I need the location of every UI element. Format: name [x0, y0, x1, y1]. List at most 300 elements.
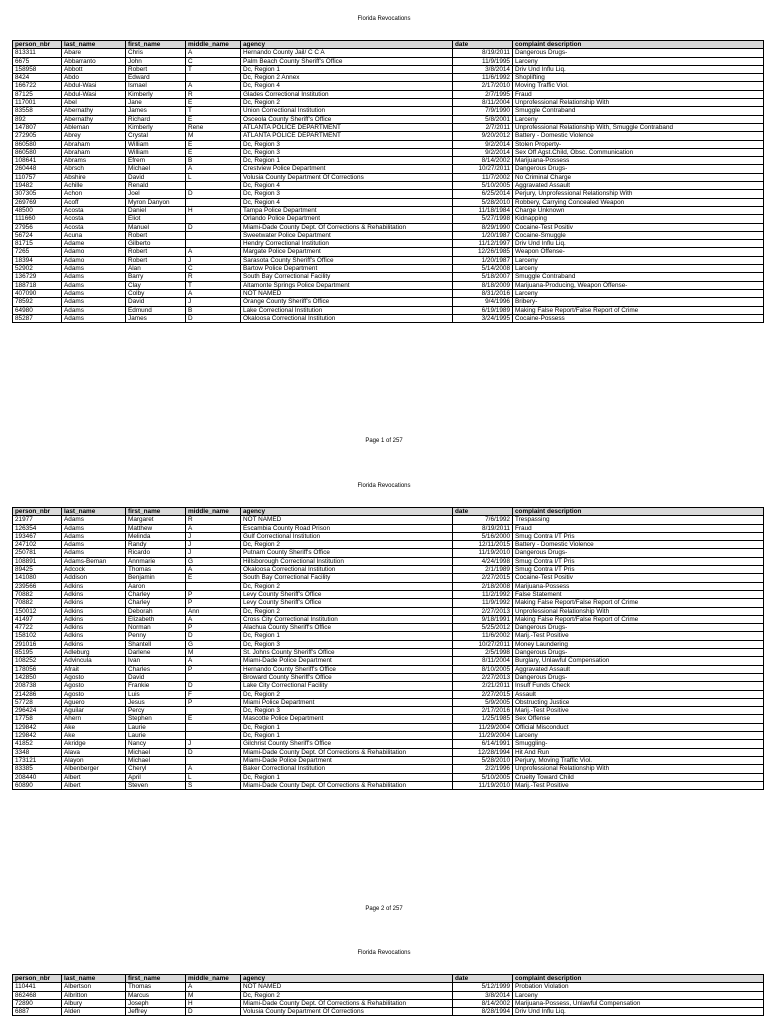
agency-cell: Gulf Correctional Institution: [241, 532, 453, 540]
complaint-description-cell: Assault: [513, 690, 764, 698]
table-row: [13, 673, 764, 681]
page-title: Florida Revocations: [357, 483, 411, 489]
agency-cell: Lake City Correctional Facility: [241, 682, 453, 690]
agency-cell: Dc, Region 2: [241, 607, 453, 615]
table-row: [13, 983, 764, 991]
last-name-cell: Abernathy: [62, 107, 126, 115]
date-cell: 2/17/2016: [453, 707, 513, 715]
date-cell: 9/18/1991: [453, 615, 513, 623]
person-nbr-cell: 862468: [13, 991, 62, 999]
date-cell: 11/6/2002: [453, 632, 513, 640]
table-row: [13, 1008, 764, 1016]
date-cell: 5/10/2005: [453, 773, 513, 781]
table-row: [13, 566, 764, 574]
complaint-description-cell: Official Misconduct: [513, 723, 764, 731]
complaint-description-cell: Perjury, Unprofessional Relationship With: [513, 190, 764, 198]
first-name-cell: Myron Danyon: [126, 198, 186, 206]
first-name-cell: Joseph: [126, 999, 186, 1007]
first-name-cell: Steven: [126, 781, 186, 789]
table-row: [13, 190, 764, 198]
table-row: [13, 707, 764, 715]
complaint-description-cell: Making False Report/False Report of Crime: [513, 306, 764, 314]
table-row: [13, 65, 764, 73]
middle-name-cell: C: [186, 265, 241, 273]
page-footer: Page 2 of 257: [365, 906, 403, 912]
complaint-description-cell: Battery - Domestic Violence: [513, 132, 764, 140]
column-header-person-nbr: person_nbr: [13, 508, 62, 516]
table-row: [13, 165, 764, 173]
complaint-description-cell: Dangerous Drugs-: [513, 165, 764, 173]
last-name-cell: Adams: [62, 281, 126, 289]
agency-cell: Levy County Sheriff's Office: [241, 599, 453, 607]
middle-name-cell: A: [186, 615, 241, 623]
date-cell: 5/14/2008: [453, 265, 513, 273]
last-name-cell: Adame: [62, 240, 126, 248]
table-row: [13, 541, 764, 549]
middle-name-cell: E: [186, 115, 241, 123]
date-cell: 5/28/2010: [453, 198, 513, 206]
first-name-cell: Shantell: [126, 640, 186, 648]
last-name-cell: Adleburg: [62, 649, 126, 657]
middle-name-cell: L: [186, 173, 241, 181]
middle-name-cell: D: [186, 632, 241, 640]
person-nbr-cell: 21977: [13, 516, 62, 524]
last-name-cell: Abbarranto: [62, 57, 126, 65]
agency-cell: Lake Correctional Institution: [241, 306, 453, 314]
complaint-description-cell: Larceny: [513, 732, 764, 740]
middle-name-cell: P: [186, 665, 241, 673]
first-name-cell: Norman: [126, 624, 186, 632]
complaint-description-cell: Probation Violation: [513, 983, 764, 991]
table-row: [13, 524, 764, 532]
person-nbr-cell: 291016: [13, 640, 62, 648]
agency-cell: Union Correctional Institution: [241, 107, 453, 115]
last-name-cell: Adkins: [62, 582, 126, 590]
middle-name-cell: E: [186, 715, 241, 723]
first-name-cell: Matthew: [126, 524, 186, 532]
column-header-date: date: [453, 41, 513, 49]
table-row: [13, 732, 764, 740]
date-cell: 12/11/2015: [453, 541, 513, 549]
middle-name-cell: P: [186, 698, 241, 706]
middle-name-cell: A: [186, 82, 241, 90]
first-name-cell: Robert: [126, 231, 186, 239]
first-name-cell: Charles: [126, 665, 186, 673]
agency-cell: Miami-Dade County Dept. Of Corrections & Rehabilitation: [241, 999, 453, 1007]
agency-cell: Broward County Sheriff's Office: [241, 673, 453, 681]
person-nbr-cell: 126354: [13, 524, 62, 532]
date-cell: 2/2/1996: [453, 765, 513, 773]
table-row: [13, 57, 764, 65]
person-nbr-cell: 57728: [13, 698, 62, 706]
last-name-cell: Abdul-Wasi: [62, 82, 126, 90]
column-header-complaint-description: complaint description: [513, 975, 764, 983]
agency-cell: Dc, Region 3: [241, 140, 453, 148]
agency-cell: Dc, Region 3: [241, 148, 453, 156]
middle-name-cell: D: [186, 223, 241, 231]
date-cell: 7/6/1992: [453, 516, 513, 524]
middle-name-cell: M: [186, 991, 241, 999]
first-name-cell: William: [126, 148, 186, 156]
complaint-description-cell: Kidnapping: [513, 215, 764, 223]
middle-name-cell: J: [186, 532, 241, 540]
table-row: [13, 265, 764, 273]
agency-cell: Volusia County Department Of Corrections: [241, 173, 453, 181]
column-header-middle-name: middle_name: [186, 41, 241, 49]
table-row: [13, 206, 764, 214]
complaint-description-cell: Driv Und Influ Liq.: [513, 240, 764, 248]
complaint-description-cell: Sex Offense: [513, 715, 764, 723]
date-cell: 6/14/1991: [453, 740, 513, 748]
person-nbr-cell: 7265: [13, 248, 62, 256]
last-name-cell: Adams: [62, 524, 126, 532]
first-name-cell: David: [126, 173, 186, 181]
person-nbr-cell: 260448: [13, 165, 62, 173]
middle-name-cell: M: [186, 132, 241, 140]
first-name-cell: Frankie: [126, 682, 186, 690]
person-nbr-cell: 41852: [13, 740, 62, 748]
agency-cell: Volusia County Department Of Corrections: [241, 1008, 453, 1016]
middle-name-cell: D: [186, 190, 241, 198]
agency-cell: Dc, Region 2: [241, 99, 453, 107]
date-cell: 2/27/2013: [453, 607, 513, 615]
complaint-description-cell: Burglary, Unlawful Compensation: [513, 657, 764, 665]
table-row: [13, 123, 764, 131]
table-row: [13, 115, 764, 123]
first-name-cell: Edward: [126, 74, 186, 82]
last-name-cell: Acosta: [62, 223, 126, 231]
column-header-date: date: [453, 508, 513, 516]
middle-name-cell: [186, 198, 241, 206]
middle-name-cell: A: [186, 289, 241, 297]
middle-name-cell: M: [186, 649, 241, 657]
agency-cell: St. Johns County Sheriff's Office: [241, 649, 453, 657]
first-name-cell: Annmarie: [126, 557, 186, 565]
table-row: [13, 698, 764, 706]
person-nbr-cell: 89425: [13, 566, 62, 574]
revocations-table: [12, 40, 764, 323]
middle-name-cell: [186, 74, 241, 82]
first-name-cell: Michael: [126, 756, 186, 764]
person-nbr-cell: 3348: [13, 748, 62, 756]
table-row: [13, 765, 764, 773]
last-name-cell: Abernathy: [62, 115, 126, 123]
middle-name-cell: [186, 732, 241, 740]
last-name-cell: Adams: [62, 549, 126, 557]
last-name-cell: Aguero: [62, 698, 126, 706]
complaint-description-cell: No Criminal Charge: [513, 173, 764, 181]
table-row: [13, 49, 764, 57]
complaint-description-cell: Smug Contra I/T Pris: [513, 557, 764, 565]
middle-name-cell: [186, 673, 241, 681]
person-nbr-cell: 85195: [13, 649, 62, 657]
first-name-cell: Elizabeth: [126, 615, 186, 623]
last-name-cell: Adkins: [62, 640, 126, 648]
date-cell: 12/26/1985: [453, 248, 513, 256]
last-name-cell: Adkins: [62, 599, 126, 607]
agency-cell: Baker Correctional Institution: [241, 765, 453, 773]
middle-name-cell: [186, 182, 241, 190]
table-row: [13, 657, 764, 665]
first-name-cell: Charley: [126, 590, 186, 598]
first-name-cell: Luis: [126, 690, 186, 698]
table-row: [13, 999, 764, 1007]
table-row: [13, 273, 764, 281]
date-cell: 5/12/1999: [453, 983, 513, 991]
date-cell: 2/7/1995: [453, 90, 513, 98]
date-cell: 5/27/1998: [453, 215, 513, 223]
first-name-cell: David: [126, 298, 186, 306]
agency-cell: Sarasota County Sheriff's Office: [241, 256, 453, 264]
first-name-cell: Penny: [126, 632, 186, 640]
first-name-cell: Michael: [126, 165, 186, 173]
table-row: [13, 690, 764, 698]
first-name-cell: Nancy: [126, 740, 186, 748]
person-nbr-cell: 142850: [13, 673, 62, 681]
middle-name-cell: P: [186, 590, 241, 598]
last-name-cell: Acosta: [62, 206, 126, 214]
person-nbr-cell: 110441: [13, 983, 62, 991]
last-name-cell: Adams: [62, 541, 126, 549]
person-nbr-cell: 272905: [13, 132, 62, 140]
person-nbr-cell: 87125: [13, 90, 62, 98]
complaint-description-cell: Moving Traffic Viol.: [513, 82, 764, 90]
person-nbr-cell: 52902: [13, 265, 62, 273]
agency-cell: Dc, Region 4: [241, 198, 453, 206]
agency-cell: Putnam County Sheriff's Office: [241, 549, 453, 557]
column-header-agency: agency: [241, 508, 453, 516]
date-cell: 11/29/2004: [453, 723, 513, 731]
column-header-middle-name: middle_name: [186, 508, 241, 516]
middle-name-cell: P: [186, 624, 241, 632]
complaint-description-cell: Smuggle Contraband: [513, 273, 764, 281]
person-nbr-cell: 6675: [13, 57, 62, 65]
first-name-cell: Crystal: [126, 132, 186, 140]
last-name-cell: Adkins: [62, 624, 126, 632]
date-cell: 11/29/2004: [453, 732, 513, 740]
complaint-description-cell: Unprofessional Relationship With, Smuggle Contraband: [513, 123, 764, 131]
column-header-last-name: last_name: [62, 975, 126, 983]
table-row: [13, 665, 764, 673]
person-nbr-cell: 64980: [13, 306, 62, 314]
first-name-cell: Gilberto: [126, 240, 186, 248]
complaint-description-cell: Marijuana-Possess: [513, 582, 764, 590]
date-cell: 10/27/2011: [453, 640, 513, 648]
first-name-cell: Jane: [126, 99, 186, 107]
last-name-cell: Advincula: [62, 657, 126, 665]
middle-name-cell: T: [186, 107, 241, 115]
last-name-cell: Adams: [62, 265, 126, 273]
date-cell: 9/2/2014: [453, 140, 513, 148]
agency-cell: Miami-Dade Police Department: [241, 657, 453, 665]
middle-name-cell: A: [186, 566, 241, 574]
agency-cell: NOT NAMED: [241, 983, 453, 991]
last-name-cell: Adkins: [62, 590, 126, 598]
date-cell: 8/19/2011: [453, 49, 513, 57]
first-name-cell: Charley: [126, 599, 186, 607]
table-row: [13, 549, 764, 557]
column-header-first-name: first_name: [126, 508, 186, 516]
middle-name-cell: B: [186, 157, 241, 165]
table-row: [13, 632, 764, 640]
last-name-cell: Alayon: [62, 756, 126, 764]
last-name-cell: Acosta: [62, 215, 126, 223]
last-name-cell: Abshire: [62, 173, 126, 181]
person-nbr-cell: 193467: [13, 532, 62, 540]
first-name-cell: Melinda: [126, 532, 186, 540]
date-cell: 5/25/2012: [453, 624, 513, 632]
date-cell: 5/9/2005: [453, 698, 513, 706]
column-header-first-name: first_name: [126, 41, 186, 49]
first-name-cell: Benjamin: [126, 574, 186, 582]
agency-cell: Dc, Region 3: [241, 707, 453, 715]
agency-cell: Dc, Region 2: [241, 541, 453, 549]
complaint-description-cell: Stolen Property-: [513, 140, 764, 148]
first-name-cell: Robert: [126, 248, 186, 256]
date-cell: 9/2/2014: [453, 148, 513, 156]
middle-name-cell: A: [186, 248, 241, 256]
person-nbr-cell: 158958: [13, 65, 62, 73]
agency-cell: Dc, Region 1: [241, 157, 453, 165]
middle-name-cell: A: [186, 524, 241, 532]
complaint-description-cell: Insuff Funds Check: [513, 682, 764, 690]
middle-name-cell: Rene: [186, 123, 241, 131]
middle-name-cell: T: [186, 281, 241, 289]
first-name-cell: Efrem: [126, 157, 186, 165]
table-row: [13, 590, 764, 598]
table-row: [13, 90, 764, 98]
first-name-cell: William: [126, 140, 186, 148]
person-nbr-cell: 307305: [13, 190, 62, 198]
last-name-cell: Abel: [62, 99, 126, 107]
middle-name-cell: E: [186, 148, 241, 156]
table-row: [13, 756, 764, 764]
date-cell: 2/18/2008: [453, 582, 513, 590]
person-nbr-cell: 111660: [13, 215, 62, 223]
table-row: [13, 682, 764, 690]
date-cell: 8/11/2004: [453, 99, 513, 107]
last-name-cell: Ake: [62, 732, 126, 740]
last-name-cell: Albertson: [62, 983, 126, 991]
first-name-cell: Daniel: [126, 206, 186, 214]
middle-name-cell: H: [186, 999, 241, 1007]
complaint-description-cell: Marij.-Test Positive: [513, 707, 764, 715]
complaint-description-cell: Cocaine-Test Positiv: [513, 574, 764, 582]
first-name-cell: April: [126, 773, 186, 781]
agency-cell: Dc, Region 2: [241, 690, 453, 698]
date-cell: 11/19/2010: [453, 781, 513, 789]
last-name-cell: Abdo: [62, 74, 126, 82]
date-cell: 5/18/2007: [453, 273, 513, 281]
date-cell: 8/11/2004: [453, 657, 513, 665]
table-row: [13, 82, 764, 90]
middle-name-cell: A: [186, 765, 241, 773]
last-name-cell: Abrams: [62, 157, 126, 165]
column-header-complaint-description: complaint description: [513, 41, 764, 49]
last-name-cell: Adamo: [62, 248, 126, 256]
person-nbr-cell: 108641: [13, 157, 62, 165]
person-nbr-cell: 83385: [13, 765, 62, 773]
complaint-description-cell: Dangerous Drugs-: [513, 624, 764, 632]
agency-cell: Palm Beach County Sheriff's Office: [241, 57, 453, 65]
table-row: [13, 532, 764, 540]
column-header-agency: agency: [241, 41, 453, 49]
person-nbr-cell: 892: [13, 115, 62, 123]
person-nbr-cell: 108252: [13, 657, 62, 665]
last-name-cell: Abrsch: [62, 165, 126, 173]
agency-cell: Dc, Region 2: [241, 582, 453, 590]
first-name-cell: Aaron: [126, 582, 186, 590]
agency-cell: Hillsborough Correctional Institution: [241, 557, 453, 565]
agency-cell: Okaloosa Correctional Institution: [241, 314, 453, 322]
complaint-description-cell: Unprofessional Relationship With: [513, 765, 764, 773]
column-header-last-name: last_name: [62, 508, 126, 516]
table-header-row: [13, 41, 764, 49]
agency-cell: South Bay Correctional Facility: [241, 574, 453, 582]
table-row: [13, 748, 764, 756]
last-name-cell: Abbott: [62, 65, 126, 73]
agency-cell: Mascotte Police Department: [241, 715, 453, 723]
complaint-description-cell: Larceny: [513, 265, 764, 273]
complaint-description-cell: Money Laundering: [513, 640, 764, 648]
first-name-cell: Ismael: [126, 82, 186, 90]
person-nbr-cell: 108891: [13, 557, 62, 565]
complaint-description-cell: False Statement: [513, 590, 764, 598]
first-name-cell: Ivan: [126, 657, 186, 665]
complaint-description-cell: Smug Contra I/T Pris: [513, 566, 764, 574]
last-name-cell: Alava: [62, 748, 126, 756]
person-nbr-cell: 860580: [13, 148, 62, 156]
complaint-description-cell: Obstructing Justice: [513, 698, 764, 706]
complaint-description-cell: Hit And Run: [513, 748, 764, 756]
middle-name-cell: R: [186, 90, 241, 98]
revocations-table: [12, 507, 764, 790]
first-name-cell: Edmund: [126, 306, 186, 314]
table-row: [13, 223, 764, 231]
complaint-description-cell: Larceny: [513, 115, 764, 123]
person-nbr-cell: 8424: [13, 74, 62, 82]
person-nbr-cell: 136729: [13, 273, 62, 281]
date-cell: 6/25/2014: [453, 190, 513, 198]
date-cell: 8/14/2002: [453, 157, 513, 165]
complaint-description-cell: Marijuana-Possess: [513, 157, 764, 165]
agency-cell: Dc, Region 2: [241, 991, 453, 999]
middle-name-cell: R: [186, 273, 241, 281]
person-nbr-cell: 178056: [13, 665, 62, 673]
agency-cell: NOT NAMED: [241, 289, 453, 297]
person-nbr-cell: 72890: [13, 999, 62, 1007]
middle-name-cell: [186, 707, 241, 715]
first-name-cell: Clay: [126, 281, 186, 289]
first-name-cell: Percy: [126, 707, 186, 715]
table-row: [13, 99, 764, 107]
middle-name-cell: [186, 756, 241, 764]
person-nbr-cell: 27956: [13, 223, 62, 231]
agency-cell: Hendry Correctional Institution: [241, 240, 453, 248]
table-row: [13, 132, 764, 140]
middle-name-cell: J: [186, 549, 241, 557]
person-nbr-cell: 85287: [13, 314, 62, 322]
person-nbr-cell: 81715: [13, 240, 62, 248]
first-name-cell: Stephen: [126, 715, 186, 723]
complaint-description-cell: Dangerous Drugs-: [513, 549, 764, 557]
first-name-cell: David: [126, 673, 186, 681]
table-row: [13, 215, 764, 223]
last-name-cell: Abrey: [62, 132, 126, 140]
person-nbr-cell: 250781: [13, 549, 62, 557]
complaint-description-cell: Marijuana-Possess, Unlawful Compensation: [513, 999, 764, 1007]
column-header-person-nbr: person_nbr: [13, 41, 62, 49]
